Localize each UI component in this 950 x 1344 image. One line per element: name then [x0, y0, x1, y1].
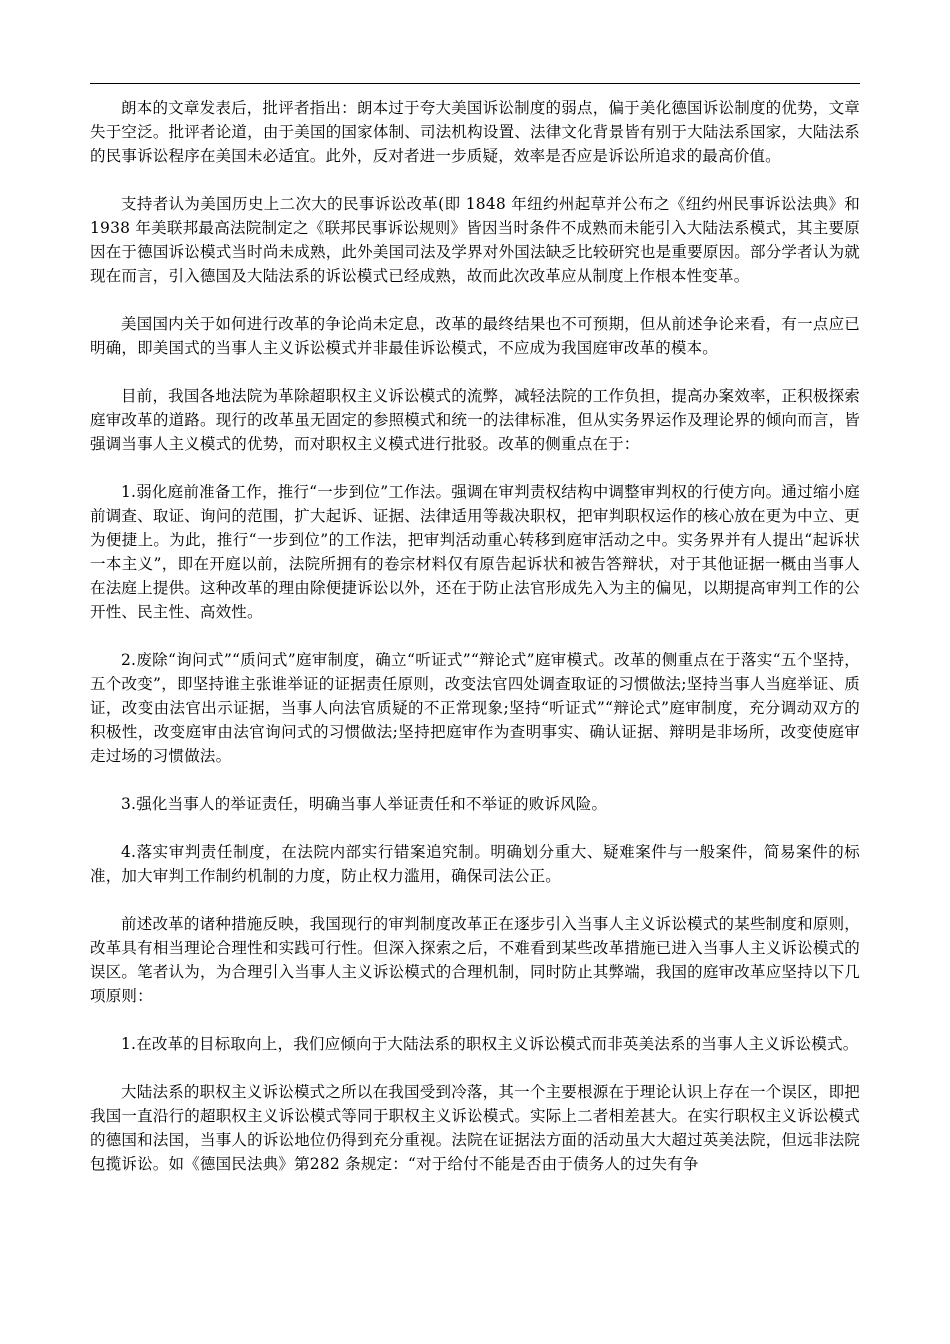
list-item-paragraph: 1.在改革的目标取向上，我们应倾向于大陆法系的职权主义诉讼模式而非英美法系的当事人主义诉讼模式。	[121, 1035, 859, 1053]
list-item-paragraph: 2.废除“询问式”“质问式”庭审制度，确立“听证式”“辩论式”庭审模式。改革的侧重点在于落实“五个坚持，五个改变”，即坚持谁主张谁举证的证据责任原则，改变法官四处调查取证的习惯做法;坚持当事人当庭举证、质证，改变由法官出示证据，当事人向法官质疑的不正常现象;坚持“听证式”“辩论式”庭审制度，充分调动双方的积极性，改变庭审由法官询问式的习惯做法;坚持把庭审作为查明事实、确认证据、辩明是非场所，改变使庭审走过场的习惯做法。	[90, 651, 860, 765]
paragraph: 朗本的文章发表后，批评者指出：朗本过于夸大美国诉讼制度的弱点，偏于美化德国诉讼制度的优势，文章失于空泛。批评者论道，由于美国的国家体制、司法机构设置、法律文化背景皆有别于大陆法系国家，大陆法系的民事诉讼程序在美国未必适宜。此外，反对者进一步质疑，效率是否应是诉讼所追求的最高价值。	[90, 99, 860, 165]
document-body	[90, 96, 860, 1176]
list-item-paragraph: 1.弱化庭前准备工作，推行“一步到位”工作法。强调在审判责权结构中调整审判权的行使方向。通过缩小庭前调查、取证、询问的范围，扩大起诉、证据、法律适用等裁决职权，把审判职权运作的核心放在更为中立、更为便捷上。为此，推行“一步到位”的工作法，把审判活动重心转移到庭审活动之中。实务界并有人提出“起诉状一本主义”，即在开庭以前，法院所拥有的卷宗材料仅有原告起诉状和被告答辩状，对于其他证据一概由当事人在法庭上提供。这种改革的理由除便捷诉讼以外，还在于防止法官形成先入为主的偏见，以期提高审判工作的公开性、民主性、高效性。	[90, 483, 860, 621]
paragraph: 前述改革的诸种措施反映，我国现行的审判制度改革正在逐步引入当事人主义诉讼模式的某些制度和原则，改革具有相当理论合理性和实践可行性。但深入探索之后，不难看到某些改革措施已进入当事人主义诉讼模式的误区。笔者认为，为合理引入当事人主义诉讼模式的合理机制，同时防止其弊端，我国的庭审改革应坚持以下几项原则：	[90, 915, 860, 1005]
paragraph: 支持者认为美国历史上二次大的民事诉讼改革(即 1848 年纽约州起草并公布之《纽约州民事诉讼法典》和 1938 年美联邦最高法院制定之《联邦民事诉讼规则》皆因当时条件不成熟而未能引入大陆法系模式，其主要原因在于德国诉讼模式当时尚未成熟，此外美国司法及学界对外国法缺乏比较研究也是重要原因。部分学者认为就现在而言，引入德国及大陆法系的诉讼模式已经成熟，故而此次改革应从制度上作根本性变革。	[90, 195, 860, 285]
list-item-paragraph: 4.落实审判责任制度，在法院内部实行错案追究制。明确划分重大、疑难案件与一般案件，简易案件的标准，加大审判工作制约机制的力度，防止权力滥用，确保司法公正。	[90, 843, 860, 885]
header-rule	[90, 83, 860, 84]
list-item-paragraph: 3.强化当事人的举证责任，明确当事人举证责任和不举证的败诉风险。	[121, 795, 608, 813]
paragraph: 目前，我国各地法院为革除超职权主义诉讼模式的流弊，减轻法院的工作负担，提高办案效率，正积极探索庭审改革的道路。现行的改革虽无固定的参照模式和统一的法律标准，但从实务界运作及理论界的倾向而言，皆强调当事人主义模式的优势，而对职权主义模式进行批驳。改革的侧重点在于：	[90, 387, 860, 453]
paragraph: 美国国内关于如何进行改革的争论尚未定息，改革的最终结果也不可预期，但从前述争论来看，有一点应已明确，即美国式的当事人主义诉讼模式并非最佳诉讼模式，不应成为我国庭审改革的模本。	[90, 315, 860, 357]
paragraph: 大陆法系的职权主义诉讼模式之所以在我国受到冷落，其一个主要根源在于理论认识上存在一个误区，即把我国一直沿行的超职权主义诉讼模式等同于职权主义诉讼模式。实际上二者相差甚大。在实行职权主义诉讼模式的德国和法国，当事人的诉讼地位仍得到充分重视。法院在证据法方面的活动虽大大超过英美法院，但远非法院包揽诉讼。如《德国民法典》第282 条规定：“对于给付不能是否由于债务人的过失有争	[90, 1083, 860, 1173]
